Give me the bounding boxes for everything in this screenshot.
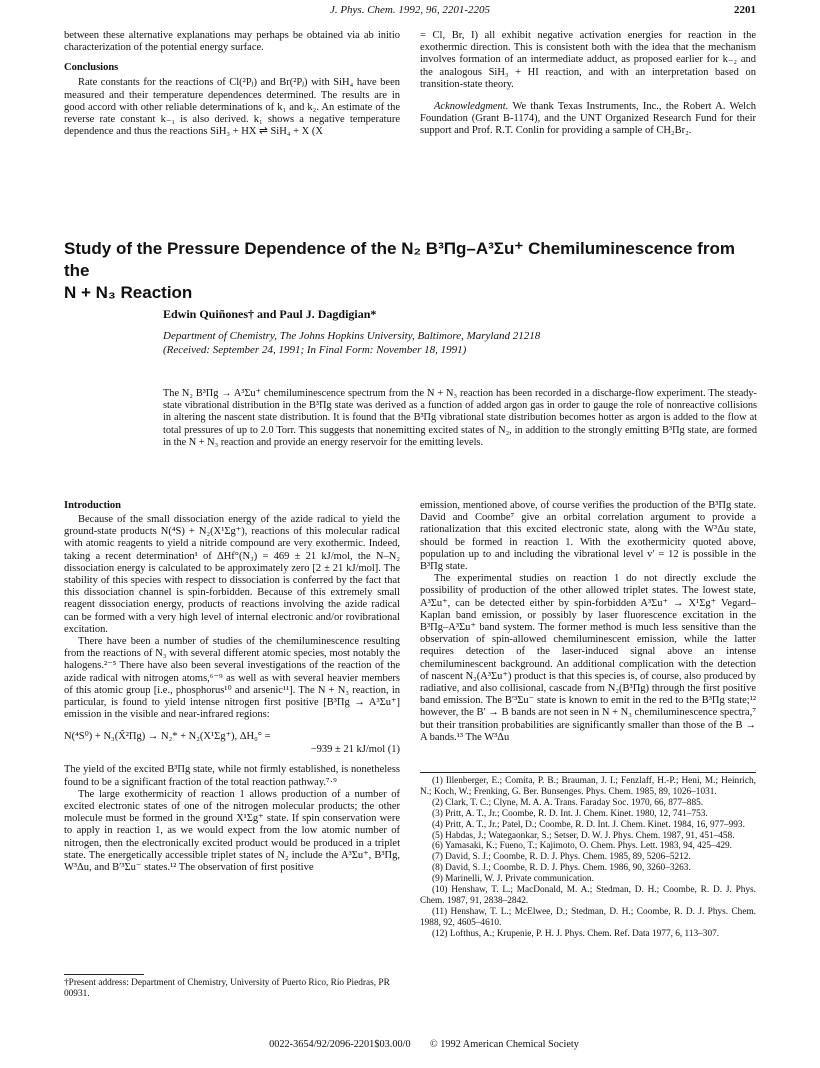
right-paragraph-2: The experimental studies on reaction 1 do not directly exclude the possibility of production of the other allowed triplet states. The lowest state, A³Σu⁺, can be detected either by spin-forbidden A³Σu⁺ → X¹Σg⁺ Vegard–Kaplan band emission, or possibly by laser fluorescence excitation in the B³Πg–A³Σu⁺ band system. The former method is much less sensitive than the observation of spin-allowed chemiluminescent emission, while the latter requires detection of the laser-induced signal above an intense chemiluminescent background. An additional complication with the detection of nascent N₂(A³Σu⁺) product is that this species is, of course, also produced by radiative, and also collisional, cascade from N₂(B³Πg) through the first positive band emission. The B′³Σu⁻ state is known to emit in the red to the B³Πg state;¹² however, the B′ → B bands are not seen in N + N₃ chemiluminescence spectra,⁷ but their transition probabilities are significantly smaller than those of the B → A bands.¹³ The W³Δu	[420, 573, 756, 743]
prev-article-continuation: = Cl, Br, I) all exhibit negative activation energies for reaction in the exothermic direction. This is consistent both with the idea that the mechanism involves formation of an intermediate adduct, as proposed earlier for k₋₂ and the analogous SiH₃ + HI reaction, and with an interpretation based on transition-state theory.	[420, 30, 756, 90]
footnote-rule	[64, 974, 144, 975]
equation-1	[64, 731, 400, 756]
reference-item: (8) David, S. J.; Coombe, R. D. J. Phys. Chem. 1986, 90, 3260–3263.	[432, 863, 691, 874]
conclusions-text: Rate constants for the reactions of Cl(²Pⱼ) and Br(²Pⱼ) with SiH₄ have been measured and their temperature dependences determined. The results are in good accord with other reliable determinations of k₁ and k₂. An estimate of the reverse rate constant k₋₁ is also derived. k₁ shows a negative temperature dependence and thus the reactions SiH₃ + HX ⇌ SiH₄ + X (X	[64, 77, 400, 138]
intro-paragraph-2: There have been a number of studies of the chemiluminescence resulting from the reactions of N₃ with several different atomic species, most notably the halogens.²⁻⁵ There have also been several investigations of the reaction of the azide radical with nitrogen atoms,⁶⁻⁹ as well as with several heavier members of this atomic group [i.e., phosphorus¹⁰ and arsenic¹¹]. The N + N₃ reaction, in particular, is found to yield intense nitrogen first positive [B³Πg → A³Σu⁺] emission in the visible and near-infrared regions:	[64, 636, 400, 721]
reference-list	[420, 776, 756, 940]
reference-item: (1) Illenberger, E.; Comita, P. B.; Brauman, J. I.; Fenzlaff, H.-P.; Heni, M.; Heinrich, N.; Koch, W.; Frenking, G. Ber. Bunsenges. Phys. Chem. 1985, 89, 1026–1031.	[420, 776, 756, 797]
abstract: The N₂ B³Πg → A³Σu⁺ chemiluminescence spectrum from the N + N₃ reaction has been recorded in a discharge-flow experiment. The steady-state vibrational distribution in the B³Πg state was derived as a function of added argon gas in order to gauge the role of nonreactive collisions in altering the nascent state distribution. It is found that the B³Πg vibrational state distribution becomes hotter as argon is added to the flow at total pressures of up to 2.0 Torr. This suggests that nonemitting excited states of N₂, in addition to the strongly emitting B³Πg state, are formed in the N + N₃ reaction and provide an energy reservoir for the emitting levels.	[163, 388, 757, 448]
article-code: 0022-3654/92/2096-2201$03.00/0	[269, 1039, 411, 1050]
affiliation-block	[163, 330, 723, 357]
introduction-heading: Introduction	[64, 500, 121, 511]
equation-line-1: N(⁴S⁰) + N₃(X̃²Πg) → N₂* + N₂(X¹Σg⁺), ΔH₀° =	[64, 731, 271, 743]
intro-paragraph-3: The yield of the excited B³Πg state, while not firmly established, is nonetheless found to be a significant fraction of the total reaction pathway.⁷·⁹	[64, 764, 400, 788]
reference-item: (9) Marinelli, W. J. Private communication.	[432, 874, 594, 885]
conclusions-heading: Conclusions	[64, 62, 119, 74]
reference-item: (5) Habdas, J.; Wategaonkar, S.; Setser, D. W. J. Phys. Chem. 1987, 91, 451–458.	[432, 830, 735, 841]
reference-item: (2) Clark, T. C.; Clyne, M. A. A. Trans. Faraday Soc. 1970, 66, 877–885.	[432, 797, 704, 808]
reference-item: (7) David, S. J.; Coombe, R. D. J. Phys. Chem. 1985, 89, 5206–5212.	[432, 852, 691, 863]
prev-article-text: between these alternative explanations may perhaps be obtained via ab initio characterization of the potential energy surface.	[64, 30, 400, 54]
page-footer	[194, 1039, 654, 1050]
page-number: 2201	[734, 4, 756, 16]
prev-article-left-column	[64, 30, 400, 138]
references	[420, 772, 756, 940]
acknowledgment	[420, 101, 756, 138]
reference-item: (10) Henshaw, T. L.; MacDonald, M. A.; Stedman, D. H.; Coombe, R. D. J. Phys. Chem. 1987, 91, 2838–2842.	[420, 885, 756, 906]
acknowledgment-text: We thank Texas Instruments, Inc., the Robert A. Welch Foundation (Grant B-1174), and the UNT Organized Research Fund for their support and Prof. R.T. Conlin for providing a sample of CH₂Br₂.	[420, 101, 757, 137]
reference-item: (11) Henshaw, T. L.; McElwee, D.; Stedman, D. H.; Coombe, R. D. J. Phys. Chem. 1988, 92, 4605–4610.	[420, 906, 756, 928]
article-title	[64, 238, 764, 304]
received-dates: (Received: September 24, 1991; In Final Form: November 18, 1991)	[163, 343, 467, 356]
intro-paragraph-4: The large exothermicity of reaction 1 allows production of a number of excited electronic states of one of the nitrogen molecular products; the other molecule must be formed in the ground X¹Σg⁺ state. If spin conservation were to apply in reaction 1, as we would expect from the low atomic number of nitrogen, then the electronically excited product would be produced in a triplet state. The energetically accessible triplet states of N₂ include the A³Σu⁺, B³Πg, W³Δu, and B′³Σu⁻ states.¹² The observation of first positive	[64, 788, 400, 874]
reference-item: (3) Pritt, A. T., Jr.; Coombe, R. D. Int. J. Chem. Kinet. 1980, 12, 741–753.	[432, 808, 708, 819]
reference-item: (4) Pritt, A. T., Jr.; Patel, D.; Coombe, R. D. Int. J. Chem. Kinet. 1984, 16, 977–993.	[432, 819, 745, 830]
journal-citation: J. Phys. Chem. 1992, 96, 2201-2205	[329, 4, 491, 16]
footnote: †Present address: Department of Chemistry, University of Puerto Rico, Río Piedras, PR 00931.	[64, 978, 390, 999]
copyright: © 1992 American Chemical Society	[429, 1039, 579, 1050]
title-line-2: N + N₃ Reaction	[64, 283, 193, 302]
authors: Edwin Quiñones† and Paul J. Dagdigian*	[163, 307, 377, 321]
affiliation: Department of Chemistry, The Johns Hopkins University, Baltimore, Maryland 21218	[163, 330, 541, 342]
right-paragraph-1: emission, mentioned above, of course verifies the production of the B³Πg state. David and Coombe⁷ give an orbital correlation argument to provide a rationalization that this excited electronic state, along with the W³Δu state, should be formed in reaction 1. With the exothermicity quoted above, population up to and including the vibrational level v′ = 12 is possible in the B³Πg state.	[420, 500, 756, 573]
reference-item: (12) Lofthus, A.; Krupenie, P. H. J. Phys. Chem. Ref. Data 1977, 6, 113–307.	[432, 928, 720, 939]
intro-right-column	[420, 500, 756, 744]
acknowledgment-label: Acknowledgment.	[434, 101, 509, 113]
reference-item: (6) Yamasaki, K.; Fueno, T.; Kajimoto, O. Chem. Phys. Lett. 1983, 94, 425–429.	[432, 841, 732, 852]
intro-paragraph-1: Because of the small dissociation energy of the azide radical to yield the ground-state products N(⁴S) + N₂(X¹Σg⁺), reactions of this molecular radical with atomic reagents to yield a nitride compound are very exothermic. Indeed, taking a recent determination¹ of ΔHf°(N₃) = 469 ± 21 kJ/mol, the N–N₂ dissociation energy is calculated to be approximately zero [2 ± 21 kJ/mol]. The stability of this species with respect to dissociation is conferred by the fact that this dissociation channel is spin-forbidden. Because of this extremely small reagent dissociation energy, products of reactions involving the azide radical can be formed with a very high level of internal electronic and/or rovibrational excitation.	[64, 514, 400, 635]
footnote-block	[64, 974, 400, 1000]
title-line-1: Study of the Pressure Dependence of the N₂ B³Πg–A³Σu⁺ Chemiluminescence from the	[64, 239, 735, 280]
equation-line-2: −939 ± 21 kJ/mol (1)	[310, 743, 400, 755]
prev-article-right-column	[420, 30, 756, 138]
intro-left-column	[64, 500, 400, 874]
running-header	[64, 4, 756, 20]
references-rule	[420, 772, 756, 773]
